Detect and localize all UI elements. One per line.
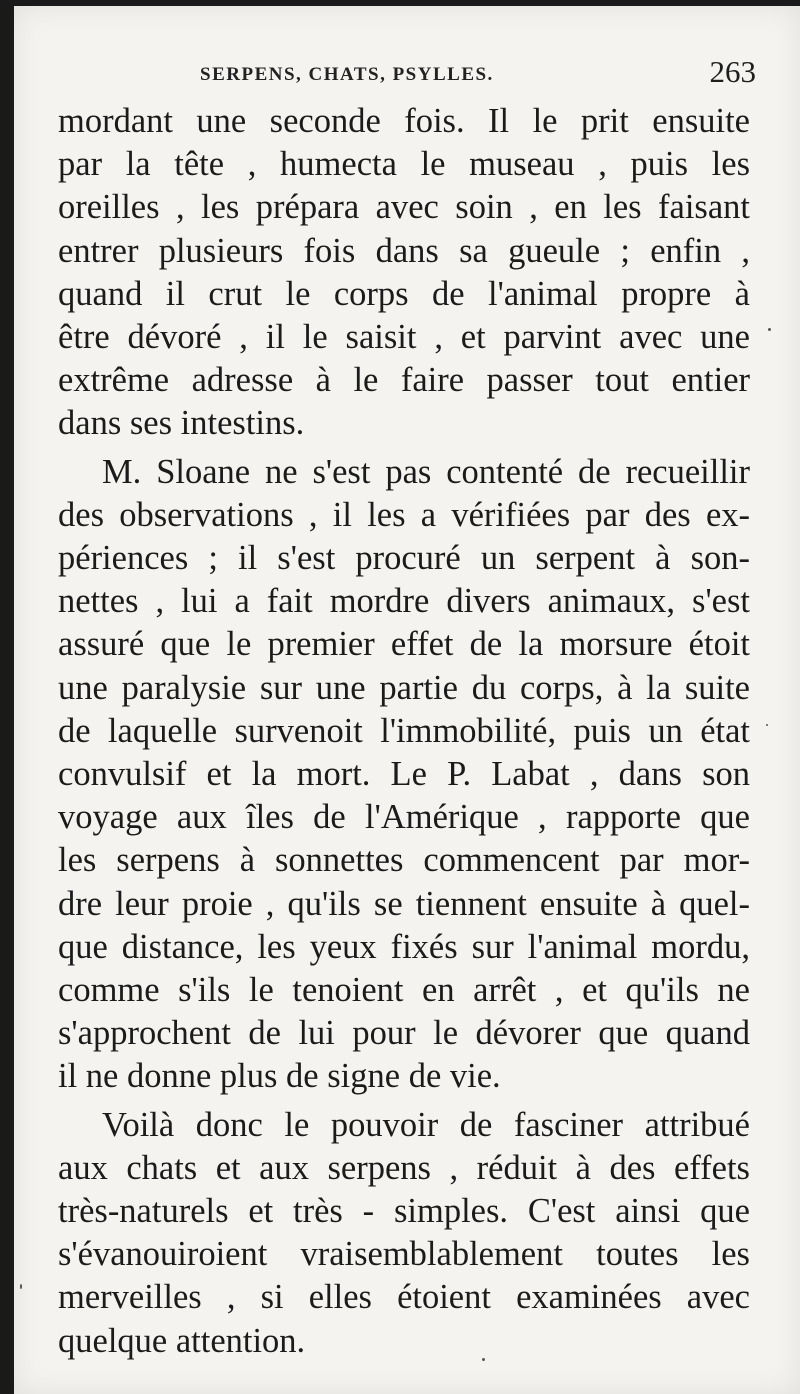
text-line: des observations , il les a vérifiées par des ex- — [58, 495, 750, 534]
text-line: Voilà donc le pouvoir de fasciner attribué — [102, 1105, 750, 1144]
paragraph — [58, 100, 750, 446]
paragraph — [58, 1104, 750, 1363]
paper-speck — [482, 1358, 485, 1361]
text-line: nettes , lui a fait mordre divers animaux, s'est — [58, 582, 750, 621]
paper-speck — [20, 1284, 22, 1289]
paragraph — [58, 451, 750, 1099]
text-line: il ne donne plus de signe de vie. — [58, 1057, 501, 1096]
text-line: périences ; il s'est procuré un serpent à son- — [58, 539, 750, 578]
text-line: comme s'ils le tenoient en arrêt , et qu'ils ne — [58, 971, 750, 1010]
text-line: s'évanouiroient vraisemblablement toutes les — [58, 1235, 750, 1274]
text-line: très-naturels et très - simples. C'est ainsi que — [58, 1192, 750, 1231]
text-line: par la tête , humecta le museau , puis les — [58, 145, 750, 184]
text-line: que distance, les yeux fixés sur l'animal mordu, — [58, 927, 750, 966]
page-number: 263 — [709, 54, 756, 89]
text-line: merveilles , si elles étoient examinées avec — [58, 1278, 750, 1317]
text-line: dre leur proie , qu'ils se tiennent ensuite à quel- — [58, 884, 750, 923]
text-line: les serpens à sonnettes commencent par mor- — [58, 841, 750, 880]
book-page — [14, 6, 800, 1394]
text-line: quand il crut le corps de l'animal propre à — [58, 274, 750, 313]
text-line: extrême adresse à le faire passer tout entier — [58, 361, 750, 400]
text-line: assuré que le premier effet de la morsure étoit — [58, 625, 750, 664]
paper-speck — [768, 328, 771, 331]
paper-speck — [766, 724, 768, 726]
text-line: M. Sloane ne s'est pas contenté de recueillir — [102, 452, 750, 491]
text-line: mordant une seconde fois. Il le prit ensuite — [58, 102, 750, 140]
text-line: voyage aux îles de l'Amérique , rapporte que — [58, 798, 750, 837]
text-line: une paralysie sur une partie du corps, à la suite — [58, 668, 750, 707]
running-head: SERPENS, CHATS, PSYLLES. — [200, 64, 494, 85]
text-line: convulsif et la mort. Le P. Labat , dans son — [58, 755, 750, 794]
text-line: dans ses intestins. — [58, 404, 305, 443]
body-text — [58, 100, 750, 1363]
text-line: entrer plusieurs fois dans sa gueule ; enfin , — [58, 231, 750, 270]
text-line: aux chats et aux serpens , réduit à des effets — [58, 1148, 750, 1187]
text-line: de laquelle survenoit l'immobilité, puis un état — [58, 711, 750, 750]
text-line: quelque attention. — [58, 1321, 306, 1360]
text-line: oreilles , les prépara avec soin , en les faisant — [58, 188, 750, 227]
text-line: être dévoré , il le saisit , et parvint avec une — [58, 318, 750, 357]
page-header — [14, 54, 800, 94]
text-line: s'approchent de lui pour le dévorer que quand — [58, 1014, 750, 1053]
